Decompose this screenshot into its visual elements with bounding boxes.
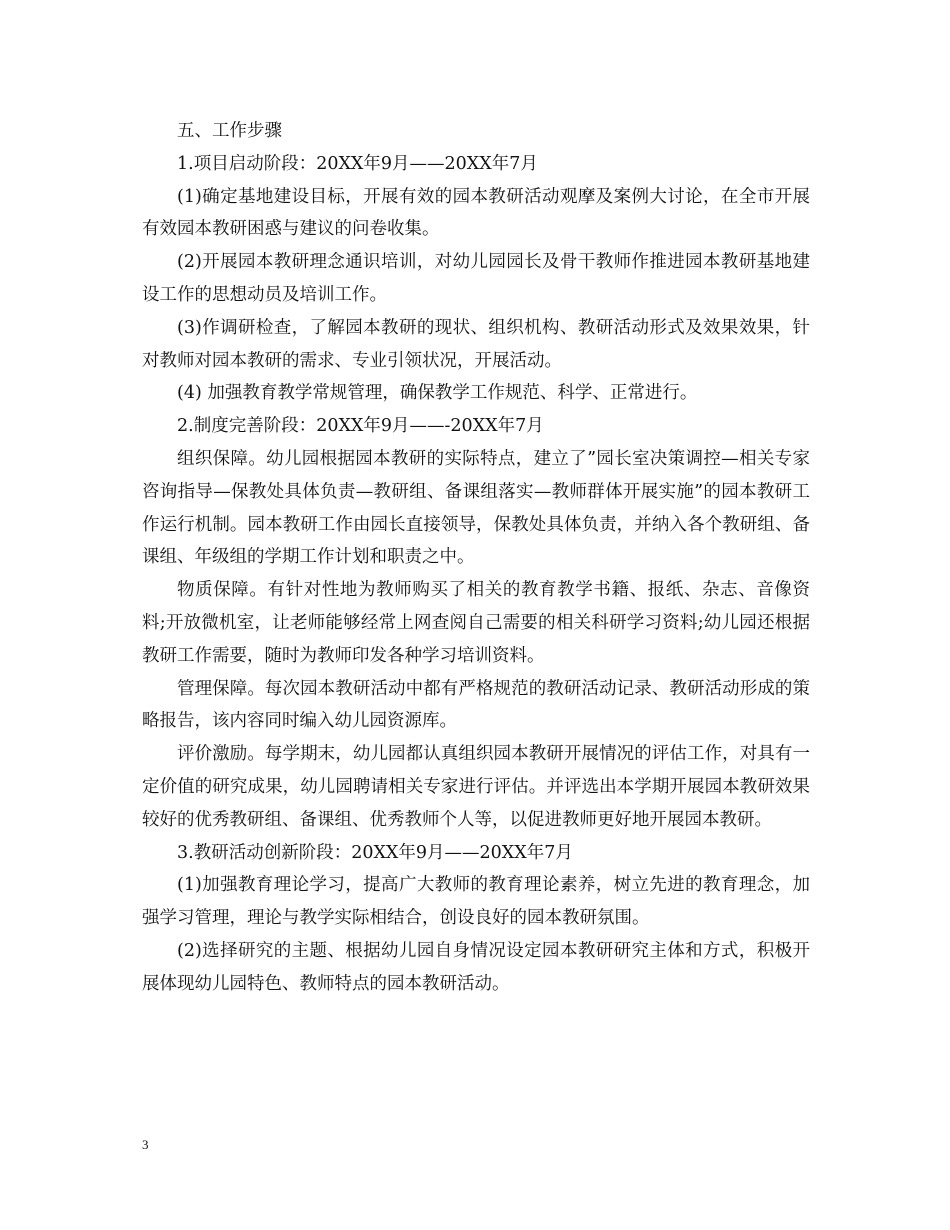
paragraph: (4) 加强教育教学常规管理，确保教学工作规范、科学、正常进行。	[177, 383, 698, 404]
paragraph: (2)开展园本教研理念通识培训，对幼儿园园长及骨干教师作推进园本教研基地建设工作的思想动员及培训工作。	[142, 252, 810, 305]
paragraph: (2)选择研究的主题、根据幼儿园自身情况设定园本教研研究主体和方式，积极开展体现幼儿园特色、教师特点的园本教研活动。	[142, 940, 810, 994]
paragraph: 管理保障。每次园本教研活动中都有严格规范的教研活动记录、教研活动形成的策略报告，该内容同时编入幼儿园资源库。	[142, 678, 810, 732]
section-heading: 五、工作步骤	[177, 121, 282, 141]
paragraph: 组织保障。幼儿园根据园本教研的实际特点，建立了”园长室决策调控—相关专家咨询指导—保教处具体负责—教研组、备课组落实—教师群体开展实施”的园本教研工作运行机制。园本教研工作由园长直接领导，保教处具体负责，并纳入各个教研组、备课组、年级组的学期工作计划和职责之中。	[142, 448, 810, 568]
document-body	[142, 115, 810, 1001]
phase-heading-1: 1.项目启动阶段：20XX年9月——20XX年7月	[177, 153, 538, 174]
paragraph: (1)确定基地建设目标，开展有效的园本教研活动观摩及案例大讨论，在全市开展有效园本教研困惑与建议的问卷收集。	[142, 186, 810, 240]
paragraph: 评价激励。每学期末，幼儿园都认真组织园本教研开展情况的评估工作，对具有一定价值的研究成果，幼儿园聘请相关专家进行评估。并评选出本学期开展园本教研效果较好的优秀教研组、备课组、优秀教师个人等，以促进教师更好地开展园本教研。	[142, 744, 810, 830]
paragraph: (1)加强教育理论学习，提高广大教师的教育理论素养，树立先进的教育理念，加强学习管理，理论与教学实际相结合，创设良好的园本教研氛围。	[142, 875, 810, 929]
paragraph: 物质保障。有针对性地为教师购买了相关的教育教学书籍、报纸、杂志、音像资料;开放微机室，让老师能够经常上网查阅自己需要的相关科研学习资料;幼儿园还根据教研工作需要，随时为教师印发各种学习培训资料。	[142, 580, 810, 666]
paragraph: (3)作调研检查，了解园本教研的现状、组织机构、教研活动形式及效果效果，针对教师对园本教研的需求、专业引领状况，开展活动。	[142, 317, 810, 371]
page-number: 3	[142, 1137, 149, 1152]
phase-heading-3: 3.教研活动创新阶段：20XX年9月——20XX年7月	[177, 842, 573, 863]
phase-heading-2: 2.制度完善阶段：20XX年9月——-20XX年7月	[177, 416, 544, 437]
